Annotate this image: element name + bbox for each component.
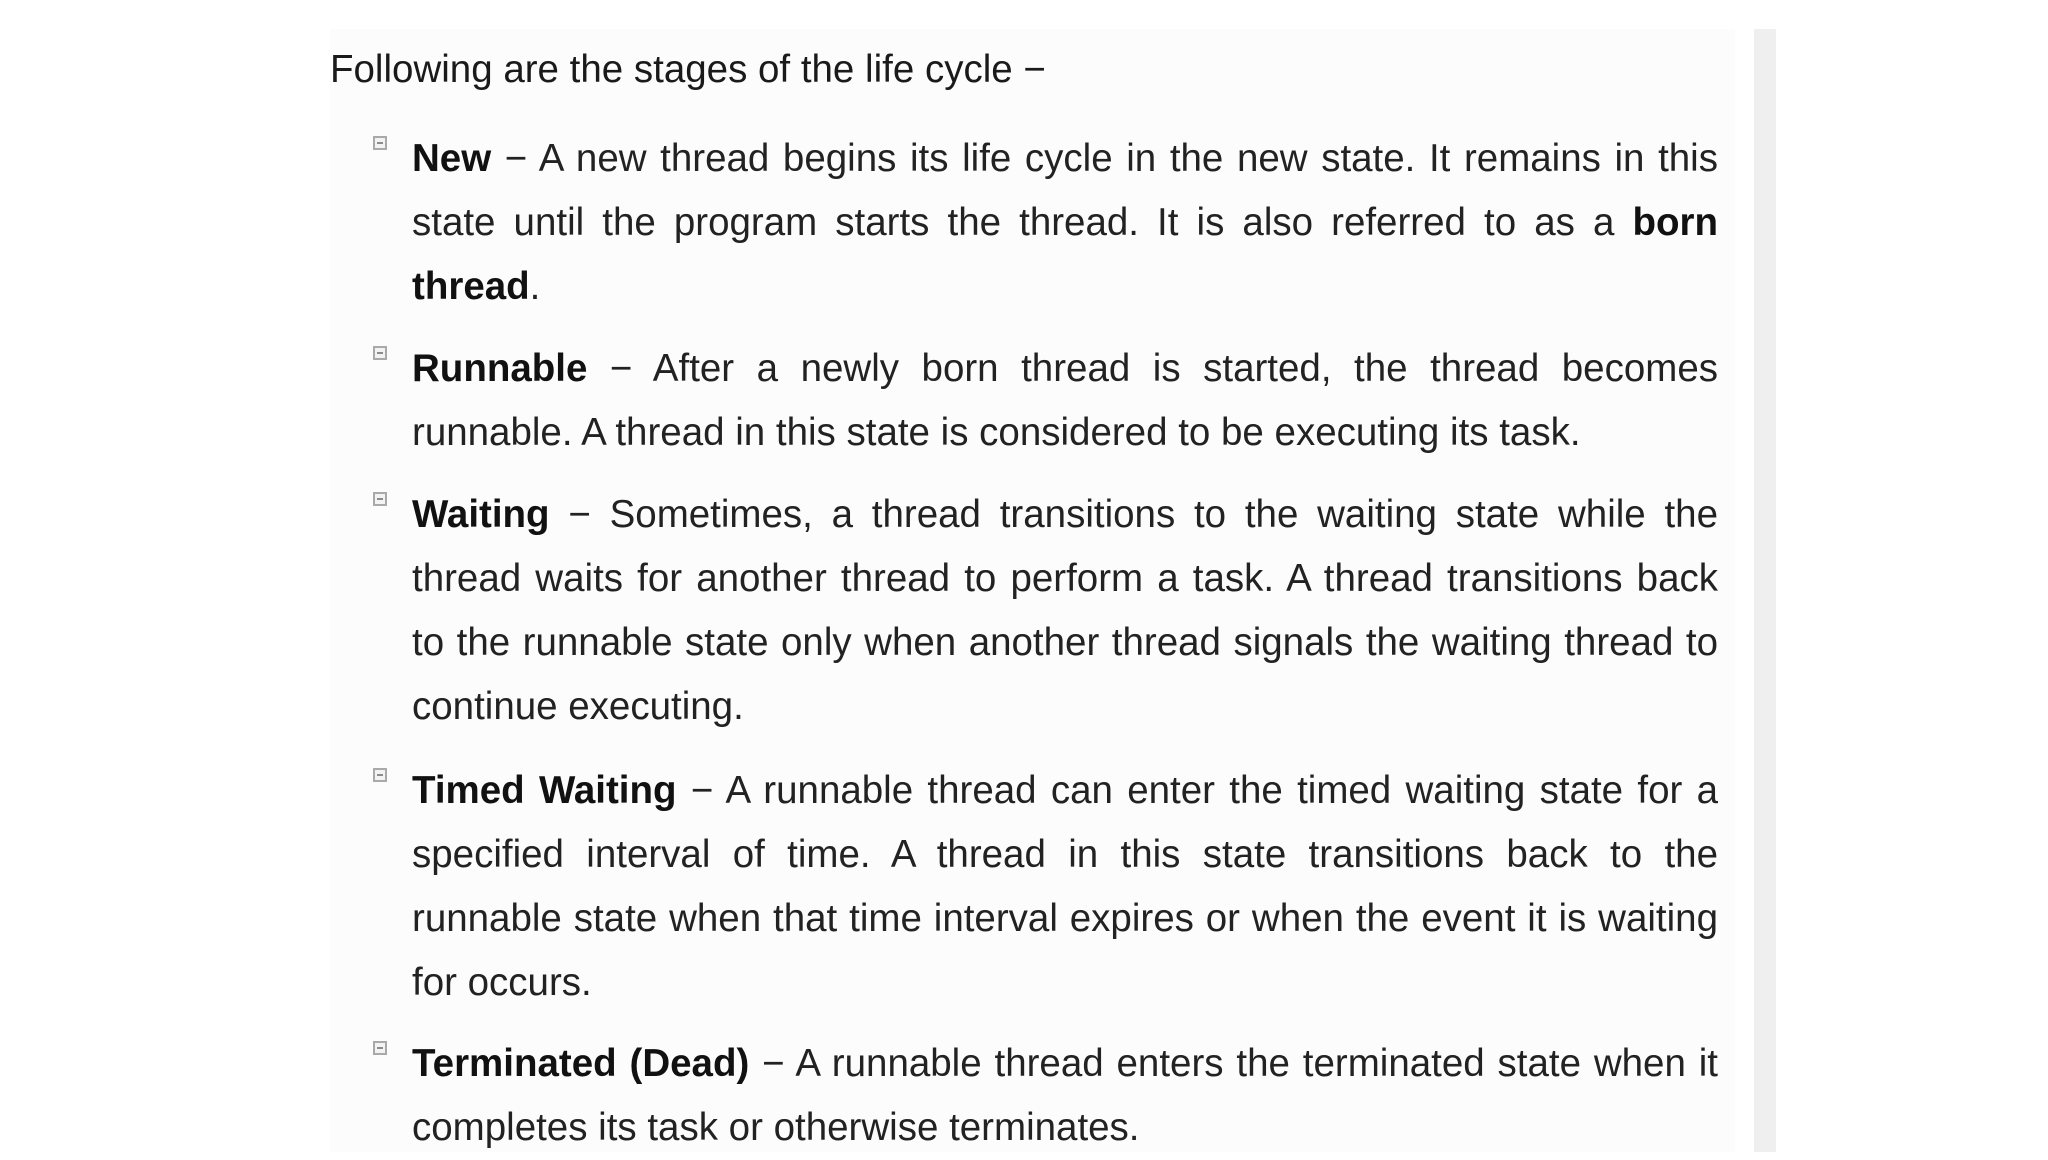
born-thread-emphasis: born thread — [412, 201, 1718, 308]
collapse-square-icon — [373, 346, 387, 360]
stage-term: Runnable — [412, 347, 588, 390]
intro-paragraph: Following are the stages of the life cycle − — [330, 48, 1046, 91]
stage-description — [412, 337, 1718, 465]
stage-term: Timed Waiting — [412, 769, 677, 812]
stage-description-text: − Sometimes, a thread transitions to the waiting state while the thread waits for another thread to perform a task. A thread transitions back to the runnable state only when another thread signals the waiting thread to continue executing. — [412, 493, 1718, 728]
stage-term: Waiting — [412, 493, 550, 536]
stage-description-text: − A runnable thread enters the terminated state when it completes its task or otherwise terminates. — [412, 1042, 1718, 1149]
stage-description-text: − A runnable thread can enter the timed waiting state for a specified interval of time. A thread in this state transitions back to the runnable state when that time interval expires or when the event it is waiting for occurs. — [412, 769, 1718, 1004]
stage-description-text: − After a newly born thread is started, the thread becomes runnable. A thread in this state is considered to be executing its task. — [412, 347, 1718, 454]
stage-description-end: . — [529, 265, 541, 308]
stage-term: Terminated (Dead) — [412, 1042, 750, 1085]
stage-description — [412, 1032, 1718, 1160]
collapse-square-icon — [373, 492, 387, 506]
stage-description — [412, 483, 1718, 739]
collapse-square-icon — [373, 136, 387, 150]
stage-description-text: − A new thread begins its life cycle in the new state. It remains in this state until the program starts the thread. It is also referred to as a — [412, 137, 1718, 244]
right-sidebar-strip — [1754, 29, 1776, 1152]
stage-description — [412, 127, 1718, 319]
stage-term: New — [412, 137, 492, 180]
stage-description — [412, 759, 1718, 1015]
collapse-square-icon — [373, 1041, 387, 1055]
collapse-square-icon — [373, 768, 387, 782]
